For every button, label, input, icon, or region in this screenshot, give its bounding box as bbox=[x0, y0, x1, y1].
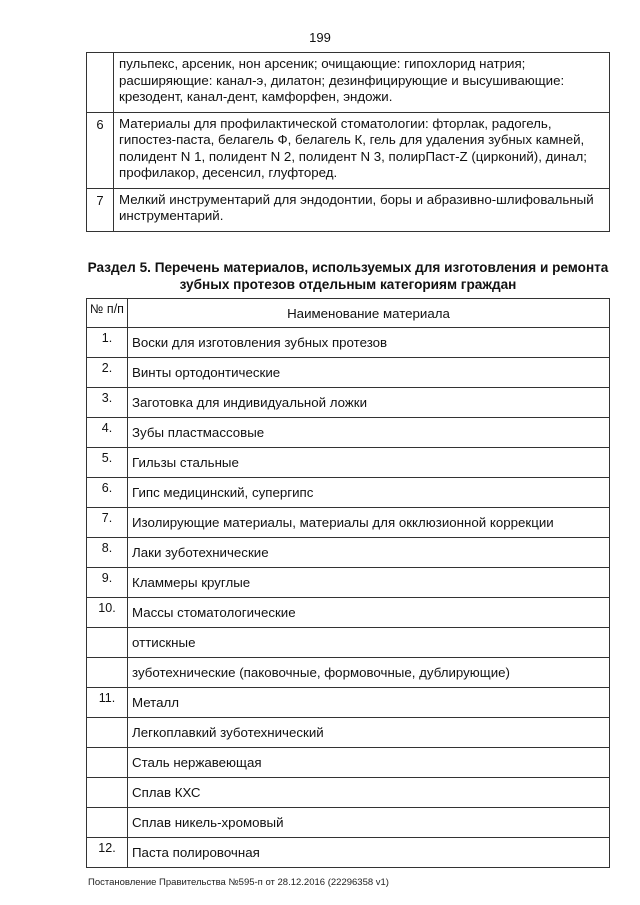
materials-table-body bbox=[87, 328, 610, 868]
table-row bbox=[87, 658, 610, 688]
row-number: 2. bbox=[87, 358, 128, 388]
material-name: Сплав никель-хромовый bbox=[128, 808, 610, 838]
table-row bbox=[87, 568, 610, 598]
page-number: 199 bbox=[309, 30, 331, 45]
row-number bbox=[87, 808, 128, 838]
material-name: Гипс медицинский, супергипс bbox=[128, 478, 610, 508]
table-header-row bbox=[87, 299, 610, 328]
table-row bbox=[87, 418, 610, 448]
row-number: 1. bbox=[87, 328, 128, 358]
row-number: 4. bbox=[87, 418, 128, 448]
row-number: 12. bbox=[87, 838, 128, 868]
table-row bbox=[87, 358, 610, 388]
table-row bbox=[87, 388, 610, 418]
row-number bbox=[87, 53, 114, 113]
header-number: № п/п bbox=[87, 299, 128, 328]
table-row bbox=[87, 508, 610, 538]
table-row bbox=[87, 598, 610, 628]
footer-citation: Постановление Правительства №595-п от 28.12.2016 (22296358 v1) bbox=[88, 877, 389, 888]
row-number: 3. bbox=[87, 388, 128, 418]
table-row bbox=[87, 718, 610, 748]
material-name: Металл bbox=[128, 688, 610, 718]
row-number: 9. bbox=[87, 568, 128, 598]
row-number bbox=[87, 748, 128, 778]
row-number: 8. bbox=[87, 538, 128, 568]
material-name: Легкоплавкий зуботехнический bbox=[128, 718, 610, 748]
table-row bbox=[87, 748, 610, 778]
row-number: 6. bbox=[87, 478, 128, 508]
table-row bbox=[87, 688, 610, 718]
row-number bbox=[87, 658, 128, 688]
table-row bbox=[87, 628, 610, 658]
material-name: Паста полировочная bbox=[128, 838, 610, 868]
continuation-table bbox=[86, 52, 610, 232]
section-heading: Раздел 5. Перечень материалов, используемых для изготовления и ремонта зубных протезов отдельным категориям граждан bbox=[87, 260, 609, 292]
table-row bbox=[87, 538, 610, 568]
row-number bbox=[87, 718, 128, 748]
table-row bbox=[87, 808, 610, 838]
row-text: Мелкий инструментарий для эндодонтии, боры и абразивно-шлифовальный инструментарий. bbox=[114, 188, 610, 231]
material-name: Лаки зуботехнические bbox=[128, 538, 610, 568]
row-text: пульпекс, арсеник, нон арсеник; очищающие: гипохлорид натрия; расширяющие: канал-э, дилатон; дезинфицирующие и высушивающие: крезодент, канал-дент, камфорфен, эндожи. bbox=[114, 53, 610, 113]
table-row bbox=[87, 478, 610, 508]
material-name: Сталь нержавеющая bbox=[128, 748, 610, 778]
row-number: 7. bbox=[87, 508, 128, 538]
materials-table bbox=[86, 298, 610, 868]
material-name: Сплав КХС bbox=[128, 778, 610, 808]
row-text: Материалы для профилактической стоматологии: фторлак, радогель, гипостез-паста, белагель Ф, белагель К, гель для удаления зубных камней, полидент N 1, полидент N 2, полидент N 3, полирПаст-Z (цирконий), динал; профилакор, десенсил, глуфторед. bbox=[114, 112, 610, 188]
row-number: 10. bbox=[87, 598, 128, 628]
material-name: Кламмеры круглые bbox=[128, 568, 610, 598]
material-name: зуботехнические (паковочные, формовочные, дублирующие) bbox=[128, 658, 610, 688]
table-row bbox=[87, 188, 610, 231]
row-number: 6 bbox=[87, 112, 114, 188]
material-name: оттискные bbox=[128, 628, 610, 658]
material-name: Изолирующие материалы, материалы для окклюзионной коррекции bbox=[128, 508, 610, 538]
table-row bbox=[87, 328, 610, 358]
material-name: Заготовка для индивидуальной ложки bbox=[128, 388, 610, 418]
table-row bbox=[87, 448, 610, 478]
material-name: Зубы пластмассовые bbox=[128, 418, 610, 448]
row-number: 11. bbox=[87, 688, 128, 718]
row-number bbox=[87, 628, 128, 658]
table-row bbox=[87, 838, 610, 868]
row-number: 5. bbox=[87, 448, 128, 478]
row-number bbox=[87, 778, 128, 808]
table-row bbox=[87, 53, 610, 113]
table-row bbox=[87, 112, 610, 188]
row-number: 7 bbox=[87, 188, 114, 231]
material-name: Гильзы стальные bbox=[128, 448, 610, 478]
material-name: Винты ортодонтические bbox=[128, 358, 610, 388]
header-name: Наименование материала bbox=[128, 299, 610, 328]
table-row bbox=[87, 778, 610, 808]
material-name: Массы стоматологические bbox=[128, 598, 610, 628]
material-name: Воски для изготовления зубных протезов bbox=[128, 328, 610, 358]
